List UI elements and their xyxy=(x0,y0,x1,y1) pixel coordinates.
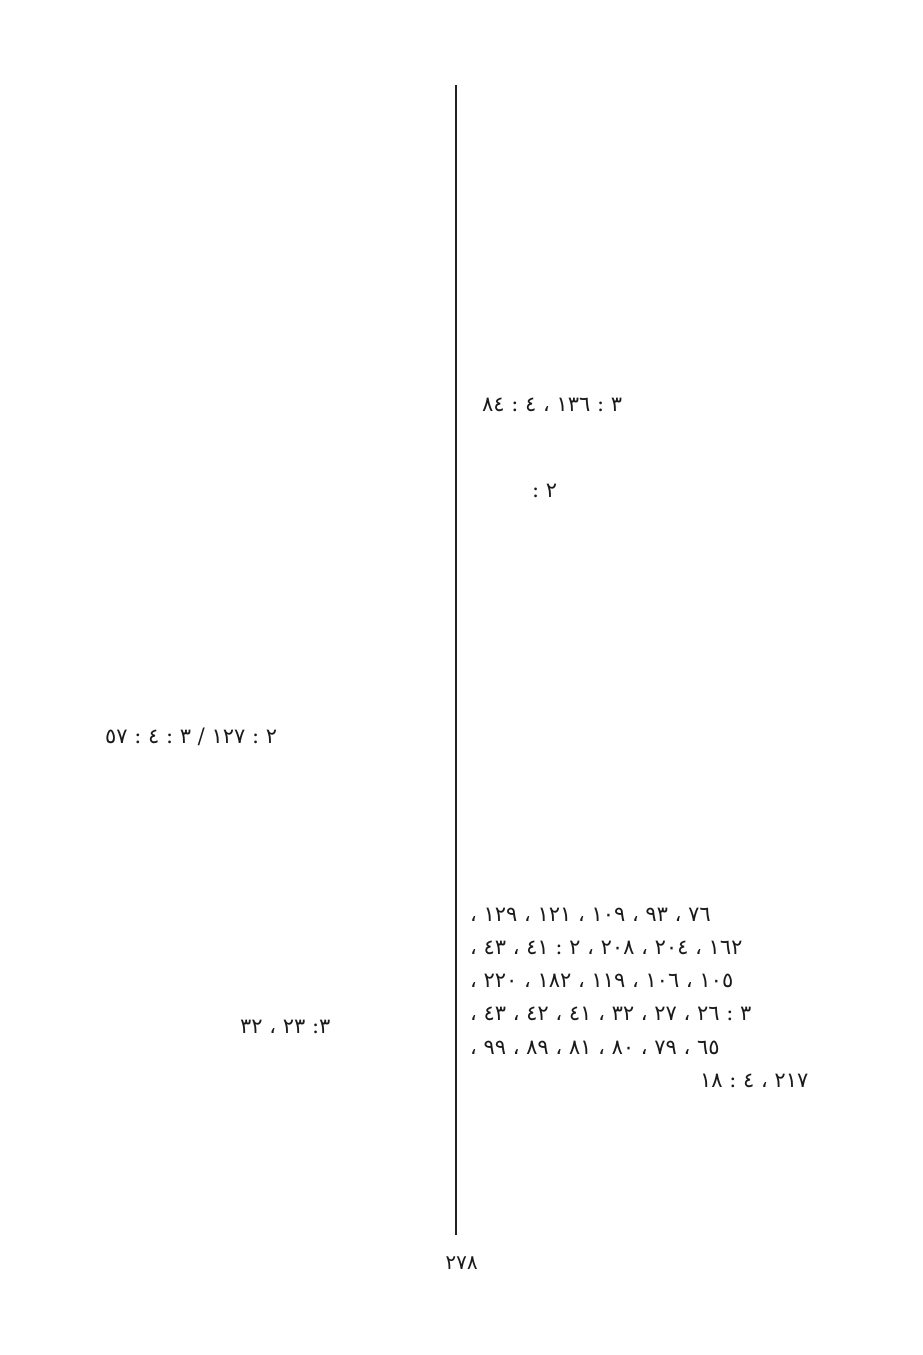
continuation-line: ٣ : ٢٦ ، ٢٧ ، ٣٢ ، ٤١ ، ٤٢ ، ٤٣ ، xyxy=(470,1001,752,1025)
continuation-line: ٣ : ١٣٦ ، ٤ : ٨٤ xyxy=(482,392,622,416)
page-number: ٢٧٨ xyxy=(445,1250,478,1274)
continuation-line: ١٦٢ ، ٢٠٤ ، ٢٠٨ ، ٢ : ٤١ ، ٤٣ ، xyxy=(470,935,743,959)
continuation-line: ٢١٧ ، ٤ : ١٨ xyxy=(700,1068,809,1092)
column-divider xyxy=(455,85,457,1235)
continuation-line: ٣: ٢٣ ، ٣٢ xyxy=(240,1014,331,1038)
continuation-line: ٢ : xyxy=(532,478,558,502)
continuation-line: ٦٥ ، ٧٩ ، ٨٠ ، ٨١ ، ٨٩ ، ٩٩ ، xyxy=(470,1035,720,1059)
continuation-line: ٢ : ١٢٧ / ٣ : ٤ : ٥٧ xyxy=(105,724,277,748)
continuation-line: ١٠٥ ، ١٠٦ ، ١١٩ ، ١٨٢ ، ٢٢٠ ، xyxy=(470,968,734,992)
continuation-line: ٧٦ ، ٩٣ ، ١٠٩ ، ١٢١ ، ١٢٩ ، xyxy=(470,902,711,926)
